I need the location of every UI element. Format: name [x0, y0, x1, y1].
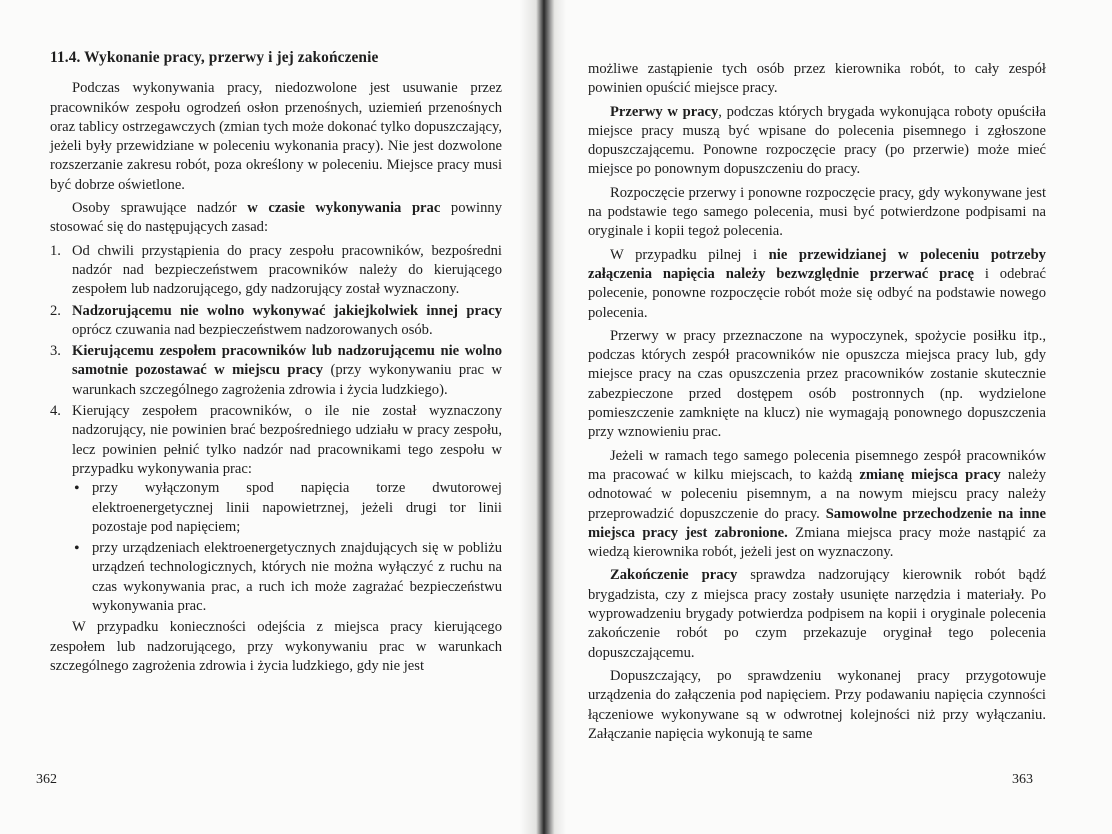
paragraph: [588, 103, 1046, 180]
list-item-text: Od chwili przystąpienia do pracy zespołu pracowników, bezpośredni nadzór nad bezpieczeństwem pracowników należy do kierującego zespołem lub nadzorującego, gdy nadzorujący został wyznaczony.: [72, 242, 502, 298]
text-run: Zmiana miejsca pracy może nastąpić za wiedzą kierownika robót, jeżeli jest on wyznaczony.: [588, 524, 1046, 561]
text-run: W przypadku pilnej i: [610, 246, 769, 263]
book-gutter: [520, 0, 566, 834]
paragraph: Rozpoczęcie przerwy i ponowne rozpoczęcie pracy, gdy wykonywane jest na podstawie tego samego polecenia, musi być potwierdzone podpisami na oryginale i kopii tegoż polecenia.: [588, 184, 1046, 240]
text-run: Jeżeli w ramach tego samego polecenia pisemnego zespół pracowników ma pracować w kilku miejscach, to każdą: [588, 447, 1046, 483]
bold-run: w czasie wykonywania prac: [247, 200, 441, 217]
bold-run: Kierującemu zespołem pracowników lub nadzorującemu nie wolno samotnie pozostawać w miejscu pracy: [72, 343, 502, 379]
list-item: [50, 302, 502, 341]
section-heading: 11.4. Wykonanie pracy, przerwy i jej zakończenie: [50, 49, 379, 66]
left-page: [0, 0, 520, 834]
text-run: sprawdza nadzorujący kierownik robót bądź brygadzista, czy z miejsca pracy zostały usunięte narzędzia i materiały. Po wyprowadzeniu brygady potwierdza podpisem na kopii i oryginale polecenia zakończenie robót po czym przekazuje oryginał tego polecenia dopuszczającemu.: [588, 567, 1046, 661]
text-run: należy odnotować w poleceniu pisemnym, a na nowym miejscu pracy należy przeprowadzić dopuszczenie do pracy.: [588, 466, 1046, 522]
paragraph: Podczas wykonywania pracy, niedozwolone jest usuwanie przez pracowników zespołu ogrodzeń osłon przenośnych, uziemień przenośnych oraz tablicy ostrzegawczych (zmian tych może dokonać tylko dopuszczający, jeżeli były przewidziane w poleceniu wykonania pracy). Nie jest dozwolone rozszerzanie zakresu robót, poza określony w poleceniu. Miejsce pracy musi być dobrze oświetlone.: [50, 80, 502, 193]
list-item-text: oprócz czuwania nad bezpieczeństwem nadzorowanych osób.: [72, 321, 433, 338]
list-number: 1.: [50, 242, 61, 259]
list-item: [50, 342, 502, 400]
paragraph: [588, 447, 1046, 563]
bullet-list: [72, 479, 502, 616]
list-number: 4.: [50, 403, 61, 420]
text-run: , podczas których brygada wykonująca roboty opuściła miejsce pracy muszą być wpisane do polecenia pisemnego i zgłoszone dopuszczającemu. Ponowne rozpoczęcie pracy (po przerwie) może mieć miejsce po ponownym dopuszczeniu do pracy.: [588, 103, 1046, 178]
bold-run: Samowolne przechodzenie na inne miejsca pracy jest zabronione.: [588, 505, 1046, 541]
list-item: [50, 402, 502, 616]
bullet-item: • przy urządzeniach elektroenergetycznych znajdujących się w pobliżu urządzeń technologicznych, których nie można wyłączyć z ruchu na czas wykonywania prac, a ruch ich może zagrażać bezpieczeństwu wykonywania prac.: [72, 539, 502, 616]
bullet-item: • przy wyłączonym spod napięcia torze dwutorowej elektroenergetycznej linii napowietrznej, jeżeli drugi tor linii pozostaje pod napięciem;: [72, 479, 502, 537]
text-run: i odebrać polecenie, ponowne rozpoczęcie robót może się odbyć na podstawie nowego polecenia.: [588, 265, 1046, 321]
bold-run: Zakończenie pracy: [610, 567, 738, 584]
page-number-right: 363: [1012, 772, 1033, 787]
bold-run: nie przewidzianej w poleceniu potrzeby załączenia napięcia należy bezwzględnie przerwać pracę: [588, 246, 1046, 282]
paragraph: [588, 246, 1046, 323]
paragraph: W przypadku konieczności odejścia z miejsca pracy kierującego zespołem lub nadzorującego, przy wykonywaniu prac w warunkach szczególnego zagrożenia zdrowia i życia ludzkiego, gdy nie jest: [50, 619, 502, 674]
right-page: [566, 0, 1112, 834]
paragraph: [588, 566, 1046, 662]
list-item: [50, 242, 502, 300]
list-number: 3.: [50, 343, 61, 360]
paragraph: Dopuszczający, po sprawdzeniu wykonanej pracy przygotowuje urządzenia do załączenia pod napięciem. Przy podawaniu napięcia czynności łączeniowe wykonywane są w odwrotnej kolejności niż przy wyłączaniu. Załączanie napięcia wykonują te same: [588, 667, 1046, 742]
list-item-text: Kierujący zespołem pracowników, o ile nie został wyznaczony nadzorujący, nie powinien brać bezpośredniego udziału w pracy zespołu, lecz powinien pełnić tylko nadzór nad pracownikami tego zespołu w przypadku wykonywania prac:: [72, 403, 502, 477]
left-page-text: [50, 48, 502, 680]
text-run: Osoby sprawujące nadzór: [72, 200, 248, 217]
page-number-left: 362: [36, 772, 57, 787]
paragraph: [50, 199, 502, 238]
paragraph: Przerwy w pracy przeznaczone na wypoczynek, spożycie posiłku itp., podczas których zespół pracowników nie opuszcza miejsca pracy lub, gdy miejsce pracy na czas opuszczenia przez pracowników zostanie skutecznie zabezpieczone przed dostępem osób postronnych (np. wydzielone pomieszczenie zamknięte na klucz) nie wymagają ponownego dopuszczenia przy wznowieniu prac.: [588, 327, 1046, 441]
bold-run: Nadzorującemu nie wolno wykonywać jakiejkolwiek innej pracy: [72, 302, 502, 319]
bold-run: Przerwy w pracy: [610, 103, 719, 120]
list-item-text: (przy wykonywaniu prac w warunkach szczególnego zagrożenia zdrowia i życia ludzkiego).: [72, 362, 502, 398]
rules-list: [50, 242, 502, 617]
list-number: 2.: [50, 302, 61, 319]
bold-run: zmianę miejsca pracy: [859, 466, 1001, 483]
paragraph: możliwe zastąpienie tych osób przez kierownika robót, to cały zespół powinien opuścić miejsce pracy.: [588, 61, 1046, 97]
right-page-text: [588, 60, 1046, 748]
text-run: powinny stosować się do następujących zasad:: [50, 200, 502, 236]
